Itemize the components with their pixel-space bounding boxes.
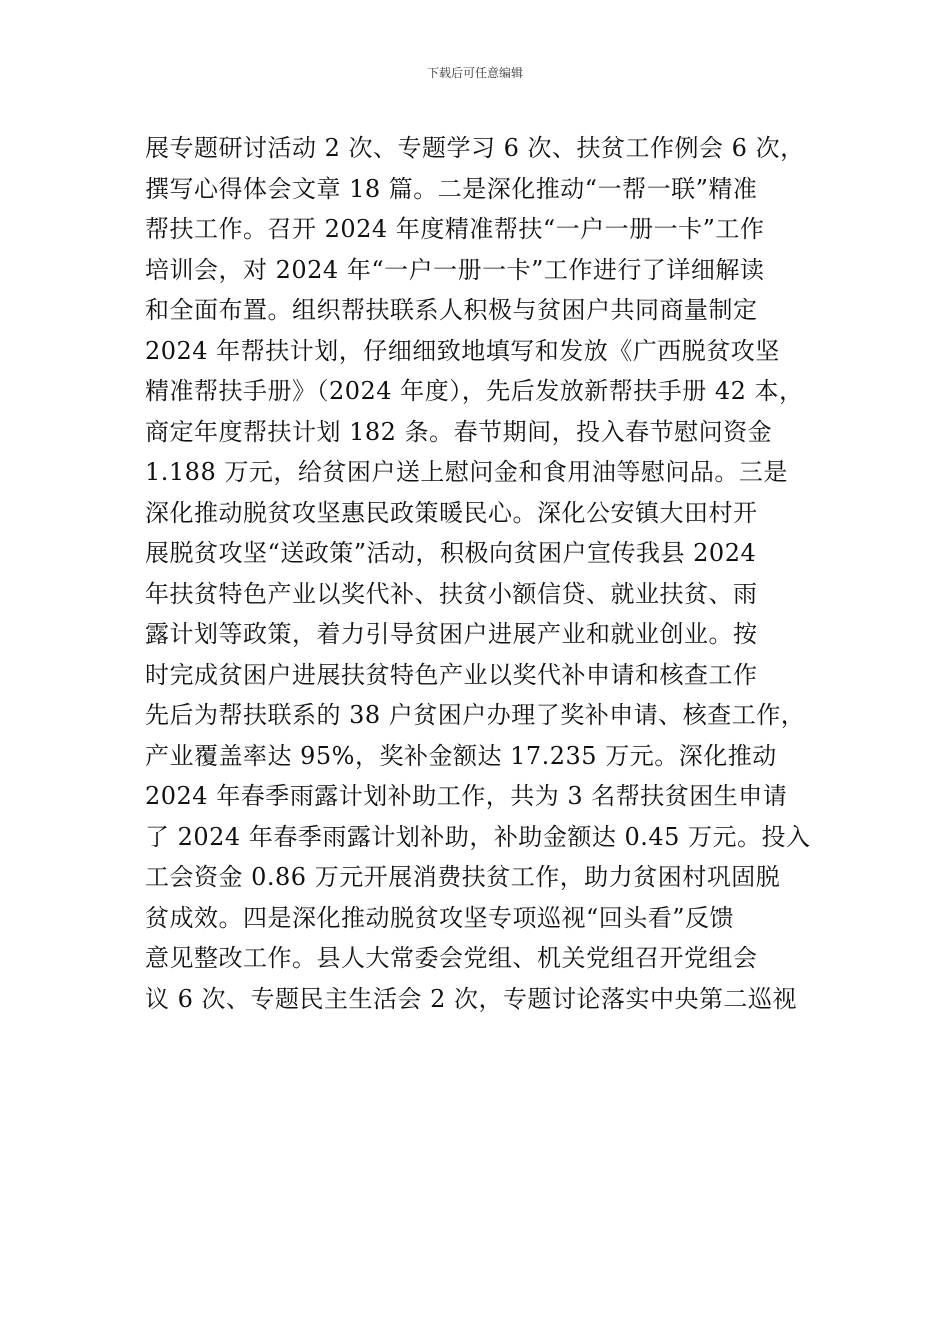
body-line: 帮扶工作。召开 2024 年度精准帮扶“一户一册一卡”工作: [145, 215, 765, 243]
page-header: 下载后可任意编辑: [426, 66, 523, 80]
body-line: 议 6 次、专题民主生活会 2 次，专题讨论落实中央第二巡视: [145, 984, 798, 1013]
body-line: 展专题研讨活动 2 次、专题学习 6 次、扶贫工作例会 6 次，: [145, 134, 805, 162]
body-line: 2024 年春季雨露计划补助工作，共为 3 名帮扶贫困生申请: [145, 782, 788, 810]
body-line: 培训会，对 2024 年“一户一册一卡”工作进行了详细解读: [145, 255, 765, 284]
body-line: 展脱贫攻坚“送政策”活动，积极向贫困户宣传我县 2024: [145, 539, 757, 567]
body-line: 意见整改工作。县人大常委会党组、机关党组召开党组会: [145, 944, 758, 972]
body-line: 1.188 万元，给贫困户送上慰问金和食用油等慰问品。三是: [145, 458, 788, 486]
body-line: 时完成贫困户进展扶贫特色产业以奖代补申请和核查工作: [145, 660, 758, 689]
body-line: 撰写心得体会文章 18 篇。二是深化推动“一帮一联”精准: [145, 174, 758, 203]
body-line: 年扶贫特色产业以奖代补、扶贫小额信贷、就业扶贫、雨: [145, 579, 758, 608]
body-line: 产业覆盖率达 95%，奖补金额达 17.235 万元。深化推动: [145, 741, 777, 770]
document-body: [145, 128, 815, 1019]
body-line: 深化推动脱贫攻坚惠民政策暖民心。深化公安镇大田村开: [145, 498, 758, 527]
body-line: 工会资金 0.86 万元开展消费扶贫工作，助力贫困村巩固脱: [145, 863, 781, 891]
body-line: 和全面布置。组织帮扶联系人积极与贫困户共同商量制定: [145, 296, 758, 324]
body-line: 贫成效。四是深化推动脱贫攻坚专项巡视“回头看”反馈: [145, 903, 735, 932]
body-line: 商定年度帮扶计划 182 条。春节期间，投入春节慰问资金: [145, 417, 773, 446]
body-line: 2024 年帮扶计划，仔细细致地填写和发放《广西脱贫攻坚: [145, 336, 780, 365]
body-line: 了 2024 年春季雨露计划补助，补助金额达 0.45 万元。投入: [145, 822, 811, 851]
body-line: 露计划等政策，着力引导贫困户进展产业和就业创业。按: [145, 620, 758, 648]
body-line: 精准帮扶手册》（2024 年度），先后发放新帮扶手册 42 本，: [145, 377, 804, 405]
body-line: 先后为帮扶联系的 38 户贫困户办理了奖补申请、核查工作，: [145, 701, 806, 729]
